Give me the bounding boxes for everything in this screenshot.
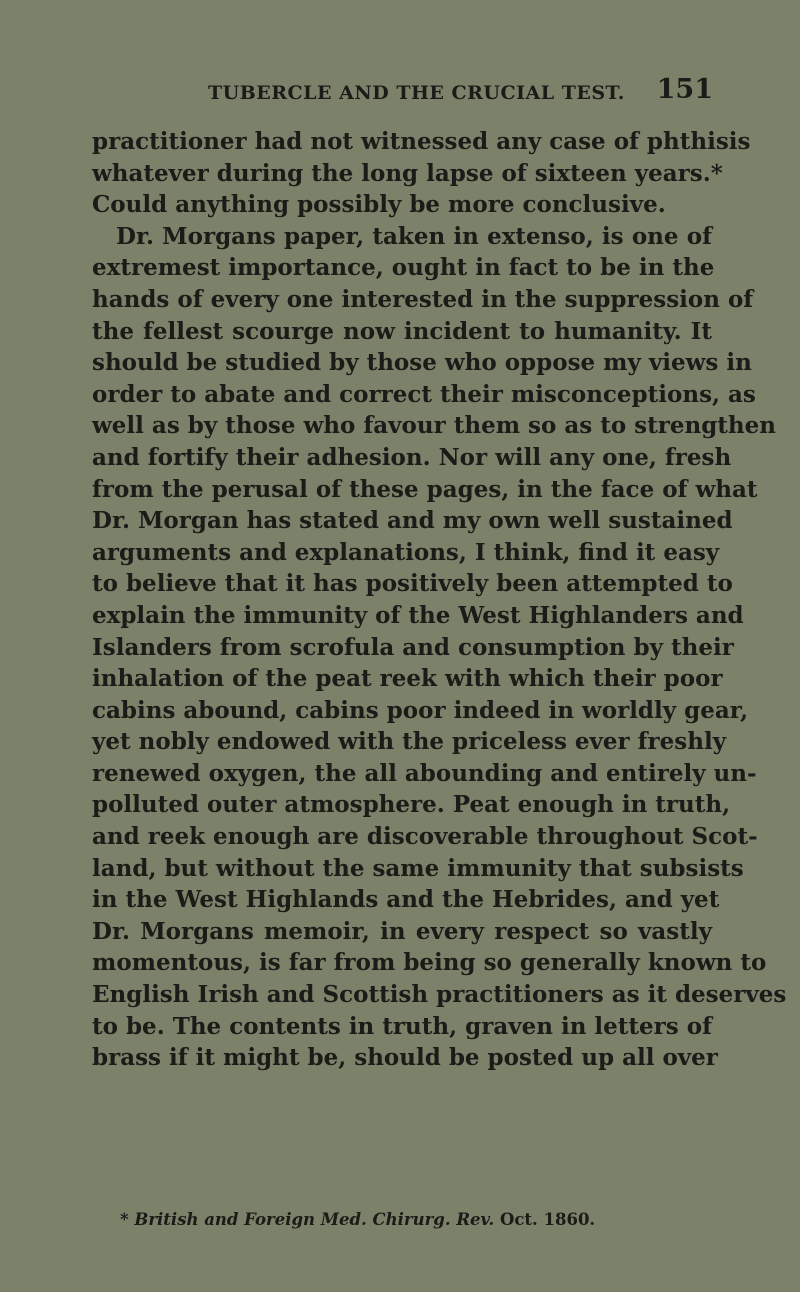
text-line: the fellest scourge now incident to humanity. It — [92, 317, 712, 345]
text-line: land, but without the same immunity that subsists — [92, 854, 744, 882]
text-line: renewed oxygen, the all abounding and entirely un- — [92, 759, 757, 787]
text-line: extremest importance, ought in fact to be in the — [92, 254, 715, 282]
text-line: order to abate and correct their misconceptions, as — [92, 380, 756, 408]
text-line: explain the immunity of the West Highlanders and — [92, 601, 744, 629]
text-line: should be studied by those who oppose my views in — [92, 349, 752, 377]
text-line: cabins abound, cabins poor indeed in worldly gear, — [92, 696, 749, 724]
text-line: yet nobly endowed with the priceless ever freshly — [92, 728, 727, 756]
text-line: English Irish and Scottish practitioners as it deserves — [92, 981, 787, 1009]
running-head: TUBERCLE AND THE CRUCIAL TEST. — [208, 82, 625, 104]
footnote-citation: British and Foreign Med. Chirurg. Rev. — [134, 1210, 495, 1229]
text-line: from the perusal of these pages, in the face of what — [92, 475, 758, 503]
body-text — [92, 126, 787, 1074]
text-line: Dr. Morgan has stated and my own well sustained — [92, 507, 733, 535]
text-line: to be. The contents in truth, graven in letters of — [92, 1012, 712, 1040]
text-line: arguments and explanations, I think, find it easy — [92, 538, 720, 566]
text-line: Could anything possibly be more conclusive. — [92, 191, 666, 219]
text-line: whatever during the long lapse of sixteen years.* — [92, 159, 723, 187]
text-line: inhalation of the peat reek with which their poor — [92, 665, 723, 693]
text-line: Dr. Morgans paper, taken in extenso, is one of — [116, 222, 712, 250]
text-line: brass if it might be, should be posted up all over — [92, 1044, 718, 1072]
text-line: hands of every one interested in the suppression of — [92, 285, 754, 313]
footnote — [120, 1210, 595, 1229]
text-line: well as by those who favour them so as to strengthen — [92, 412, 777, 440]
text-line: momentous, is far from being so generally known to — [92, 949, 767, 977]
text-line: polluted outer atmosphere. Peat enough in truth, — [92, 791, 731, 819]
page-number: 151 — [656, 74, 713, 105]
footnote-marker: * — [120, 1210, 129, 1229]
text-line: practitioner had not witnessed any case of phthisis — [92, 128, 751, 155]
text-line: and reek enough are discoverable throughout Scot- — [92, 823, 758, 851]
text-line: to believe that it has positively been attempted to — [92, 570, 733, 598]
page-header — [208, 70, 713, 110]
text-line: and fortify their adhesion. Nor will any one, fresh — [92, 443, 732, 471]
text-line: in the West Highlands and the Hebrides, and yet — [92, 886, 720, 914]
text-line: Islanders from scrofula and consumption by their — [92, 633, 734, 661]
footnote-date: Oct. 1860. — [499, 1210, 596, 1229]
text-line: Dr. Morgans memoir, in every respect so vastly — [92, 917, 712, 945]
